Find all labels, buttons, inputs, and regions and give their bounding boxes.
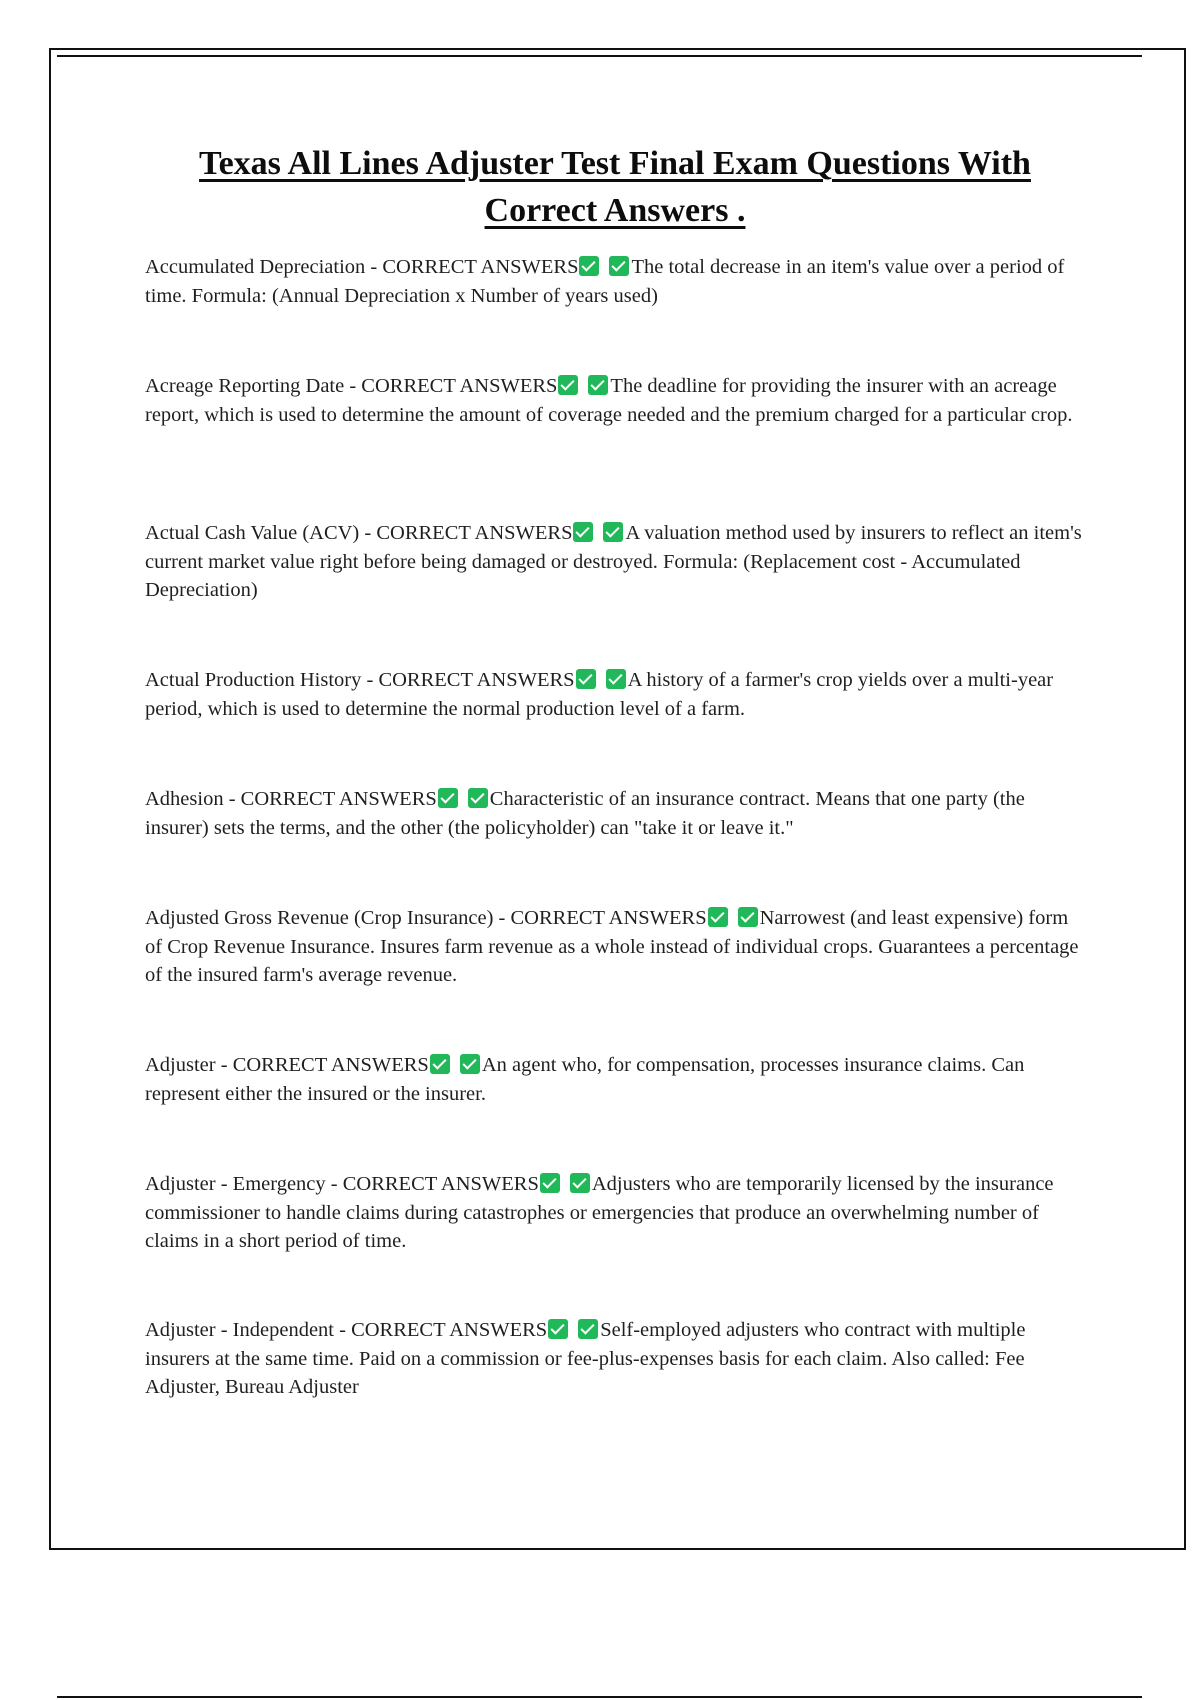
answer-label: CORRECT ANSWERS — [232, 1054, 429, 1076]
entry: Adjusted Gross Revenue (Crop Insurance) - CORRECT ANSWERS Narrowest (and least expensive) form of Crop Revenue Insurance. Insures farm revenue as a whole instead of individual crops. Guarantees a percentage of the insured farm's average revenue. — [145, 907, 1079, 986]
answer-label: CORRECT ANSWERS — [361, 375, 558, 397]
check-icon — [588, 375, 608, 395]
entry-term: Acreage Reporting Date — [145, 375, 345, 397]
check-icon — [460, 1054, 480, 1074]
entry-term: Adjusted Gross Revenue (Crop Insurance) — [145, 907, 494, 929]
entry-term: Actual Cash Value (ACV) — [145, 522, 360, 544]
entry: Actual Cash Value (ACV) - CORRECT ANSWERS A valuation method used by insurers to reflect an item's current market value right before being damaged or destroyed. Formula: (Replacement cost - Accumulated Depreciation) — [145, 522, 1082, 601]
check-icon — [540, 1173, 560, 1193]
check-icon — [578, 1319, 598, 1339]
document-title: Texas All Lines Adjuster Test Final Exam Questions With Correct Answers . — [199, 145, 1031, 229]
answer-label: CORRECT ANSWERS — [376, 522, 573, 544]
check-icon — [606, 669, 626, 689]
check-icon — [548, 1319, 568, 1339]
entry-term: Accumulated Depreciation — [145, 256, 366, 278]
entry: Adjuster - Independent - CORRECT ANSWERS Self-employed adjusters who contract with multiple insurers at the same time. Paid on a commission or fee-plus-expenses basis for each claim. Also called: Fee Adjuster, Bureau Adjuster — [145, 1319, 1026, 1398]
check-icon — [609, 256, 629, 276]
entry-term: Adhesion — [145, 788, 224, 810]
check-icon — [468, 788, 488, 808]
entry: Actual Production History - CORRECT ANSWERS A history of a farmer's crop yields over a multi-year period, which is used to determine the normal production level of a farm. — [145, 669, 1054, 720]
entry-definition: A valuation method used by insurers to reflect an item's current market value right before being damaged or destroyed. Formula: (Replacement cost - Accumulated Depreciation) — [145, 522, 1082, 601]
entry-definition: Narrowest (and least expensive) form of Crop Revenue Insurance. Insures farm revenue as a whole instead of individual crops. Guarantees a percentage of the insured farm's average revenue. — [145, 907, 1079, 986]
top-rule — [57, 55, 1142, 57]
entry-term: Adjuster - Independent — [145, 1319, 334, 1341]
entry: Adjuster - CORRECT ANSWERS An agent who, for compensation, processes insurance claims. Can represent either the insured or the insurer. — [145, 1054, 1025, 1105]
entry-definition: A history of a farmer's crop yields over a multi-year period, which is used to determine the normal production level of a farm. — [145, 669, 1054, 720]
check-icon — [558, 375, 578, 395]
entry-definition: The total decrease in an item's value over a period of time. Formula: (Annual Depreciation x Number of years used) — [145, 256, 1065, 307]
check-icon — [738, 907, 758, 927]
answer-label: CORRECT ANSWERS — [351, 1319, 548, 1341]
entry-definition: Characteristic of an insurance contract. Means that one party (the insurer) sets the terms, and the other (the policyholder) can "take it or leave it." — [145, 788, 1025, 839]
entry-term: Adjuster - Emergency — [145, 1173, 326, 1195]
entry-term: Adjuster — [145, 1054, 216, 1076]
entry-definition: Adjusters who are temporarily licensed by the insurance commissioner to handle claims during catastrophes or emergencies that produce an overwhelming number of claims in a short period of time. — [145, 1173, 1054, 1252]
entry-term: Actual Production History — [145, 669, 362, 691]
entry-definition: The deadline for providing the insurer with an acreage report, which is used to determine the amount of coverage needed and the premium charged for a particular crop. — [145, 375, 1073, 426]
answer-label: CORRECT ANSWERS — [240, 788, 437, 810]
bottom-rule — [57, 1696, 1142, 1698]
check-icon — [438, 788, 458, 808]
check-icon — [603, 522, 623, 542]
entry-definition: An agent who, for compensation, processes insurance claims. Can represent either the insured or the insurer. — [145, 1054, 1025, 1105]
answer-label: CORRECT ANSWERS — [342, 1173, 539, 1195]
entry: Acreage Reporting Date - CORRECT ANSWERS The deadline for providing the insurer with an acreage report, which is used to determine the amount of coverage needed and the premium charged for a particular crop. — [145, 375, 1073, 426]
check-icon — [576, 669, 596, 689]
answer-label: CORRECT ANSWERS — [510, 907, 707, 929]
check-icon — [708, 907, 728, 927]
check-icon — [570, 1173, 590, 1193]
entry: Accumulated Depreciation - CORRECT ANSWERS The total decrease in an item's value over a period of time. Formula: (Annual Depreciation x Number of years used) — [145, 256, 1065, 307]
check-icon — [430, 1054, 450, 1074]
answer-label: CORRECT ANSWERS — [382, 256, 579, 278]
entry: Adjuster - Emergency - CORRECT ANSWERS Adjusters who are temporarily licensed by the insurance commissioner to handle claims during catastrophes or emergencies that produce an overwhelming number of claims in a short period of time. — [145, 1173, 1054, 1252]
answer-label: CORRECT ANSWERS — [378, 669, 575, 691]
entry: Adhesion - CORRECT ANSWERS Characteristic of an insurance contract. Means that one party (the insurer) sets the terms, and the other (the policyholder) can "take it or leave it." — [145, 788, 1025, 839]
check-icon — [579, 256, 599, 276]
entry-definition: Self-employed adjusters who contract with multiple insurers at the same time. Paid on a commission or fee-plus-expenses basis for each claim. Also called: Fee Adjuster, Bureau Adjuster — [145, 1319, 1026, 1398]
check-icon — [573, 522, 593, 542]
